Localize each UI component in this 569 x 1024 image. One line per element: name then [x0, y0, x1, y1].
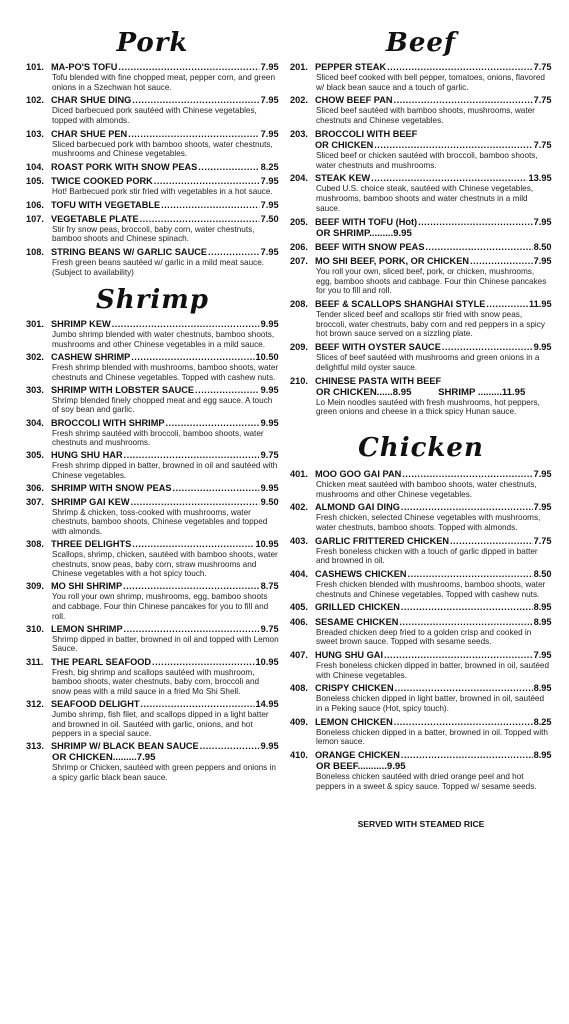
item-price: 9.50	[260, 496, 279, 508]
item-description: Fresh boneless chicken dipped in batter, browned in oil, sautéed with Chinese vegetables.	[316, 661, 550, 680]
item-price: 13.95	[528, 173, 552, 185]
menu-item-header	[290, 569, 552, 580]
item-description: Shrimp or Chicken, sautéed with green peppers and onions in a spicy garlic black bean sauce.	[52, 763, 276, 782]
item-number: 407.	[290, 650, 308, 662]
item-description: Shrimp dipped in batter, browned in oil and topped with Lemon Sauce.	[52, 634, 279, 654]
menu-item	[290, 217, 552, 239]
menu-item	[290, 536, 552, 566]
leader-dots	[173, 483, 260, 494]
menu-item-header	[26, 95, 279, 106]
item-name: HUNG SHU HAR	[50, 450, 123, 462]
item-name: BEEF WITH TOFU (Hot)	[314, 216, 418, 228]
item-number: 104.	[26, 161, 44, 173]
item-description: Fresh green beans sautéed w/ garlic in a mild meat sauce. (Subject to availability)	[52, 258, 265, 277]
item-name: BEEF WITH SNOW PEAS	[314, 241, 425, 253]
menu-item-header	[26, 483, 279, 494]
item-number: 102.	[26, 95, 44, 107]
menu-item-header	[26, 385, 279, 396]
leader-dots	[140, 699, 254, 710]
menu-item-header	[26, 497, 279, 508]
served-with-rice-note: SERVED WITH STEAMED RICE	[357, 819, 485, 830]
menu-item-header	[26, 699, 279, 710]
item-description: Cubed U.S. choice steak, sautéed with Chinese vegetables, mushrooms, bamboo shoots and water chestnuts in a mild sauce.	[316, 184, 534, 213]
item-number: 106.	[26, 199, 44, 211]
leader-dots	[408, 569, 533, 580]
item-number: 205.	[290, 216, 308, 228]
leader-dots	[384, 650, 533, 661]
item-name: CASHEWS CHICKEN	[314, 569, 407, 581]
item-description: Diced barbecued pork sautéed with Chinese vegetables, topped with almonds.	[52, 106, 257, 125]
menu-item-header	[290, 217, 552, 228]
item-price: 8.95	[533, 616, 552, 628]
leader-dots	[118, 62, 259, 73]
menu-item	[26, 247, 279, 277]
menu-item	[290, 750, 552, 791]
item-price: 9.95	[260, 384, 279, 396]
item-number: 202.	[290, 95, 308, 107]
leader-dots	[124, 624, 260, 635]
leader-dots	[418, 217, 533, 228]
menu-item-header	[26, 176, 279, 187]
item-description: Fresh shrimp blended with mushrooms, bamboo shoots, water chestnuts and Chinese vegetables. Topped with cashew nuts.	[52, 362, 279, 382]
leader-dots	[152, 657, 255, 668]
leader-dots	[442, 342, 533, 353]
menu-item	[290, 242, 552, 253]
menu-item	[290, 502, 552, 532]
item-price: 8.50	[533, 241, 552, 253]
menu-item	[290, 717, 552, 747]
item-name: CHAR SHUE DING	[50, 95, 132, 107]
menu-item-header	[26, 741, 279, 752]
menu-item-header	[290, 376, 552, 387]
menu-item	[290, 173, 552, 213]
item-alt-price-line: OR BEEF...........9.95	[316, 761, 406, 773]
item-number: 401.	[290, 468, 308, 480]
item-number: 304.	[26, 417, 44, 429]
item-name: MO SHI BEEF, PORK, OR CHICKEN	[314, 256, 469, 268]
item-number: 204.	[290, 173, 308, 185]
item-description: Shrimp blended finely chopped meat and egg sauce. A touch of soy bean and garlic.	[52, 395, 273, 415]
item-price: 10.50	[255, 351, 279, 363]
item-number: 108.	[26, 247, 44, 258]
item-number: 410.	[290, 750, 308, 762]
leader-dots	[425, 242, 532, 253]
menu-item	[26, 62, 279, 92]
pork-list	[26, 62, 279, 277]
item-name: BEEF & SCALLOPS SHANGHAI STYLE	[314, 299, 486, 311]
item-number: 402.	[290, 502, 308, 514]
item-description: Boneless chicken sautéed with dried orange peel and hot peppers in a sweet & spicy sauce. Topped w/ sesame seeds.	[316, 772, 537, 791]
menu-item-header	[26, 162, 279, 173]
item-description: Slices of beef sautéed with mushrooms and green onions in a delightful mild oyster sauce.	[316, 353, 540, 372]
leader-dots	[200, 741, 260, 752]
menu-item	[290, 569, 552, 599]
item-number: 208.	[290, 299, 308, 311]
item-number: 313.	[26, 741, 44, 753]
item-number: 209.	[290, 342, 308, 354]
menu-item-header	[290, 95, 552, 106]
item-alt-name: OR CHICKEN	[314, 139, 374, 151]
leader-dots	[131, 352, 254, 363]
menu-item	[290, 683, 552, 713]
item-number: 408.	[290, 683, 308, 695]
item-price: 8.95	[533, 602, 552, 614]
item-price: 7.95	[533, 650, 552, 662]
item-description: Fresh shrimp sautéed with broccoli, bamboo shoots, water chestnuts and mushrooms.	[52, 428, 264, 448]
left-column	[26, 0, 279, 785]
leader-dots	[450, 536, 533, 547]
item-number: 206.	[290, 241, 308, 253]
menu-item	[290, 650, 552, 680]
item-number: 210.	[290, 375, 308, 387]
item-price: 11.95	[529, 299, 552, 311]
item-price: 8.75	[260, 581, 279, 593]
item-alt-price-line: OR SHRIMP.........9.95	[316, 227, 412, 239]
leader-dots	[124, 450, 260, 461]
item-price: 9.95	[533, 342, 552, 354]
item-price: 10.95	[255, 656, 279, 668]
item-number: 302.	[26, 351, 44, 363]
item-name: VEGETABLE PLATE	[50, 213, 139, 225]
menu-item	[26, 385, 279, 415]
item-name: CHOW BEEF PAN	[314, 95, 393, 107]
item-price: 9.75	[260, 450, 279, 462]
item-name: THE PEARL SEAFOOD	[50, 656, 152, 668]
item-price: 7.95	[260, 62, 279, 73]
item-name: BROCCOLI WITH BEEF	[314, 128, 418, 140]
leader-dots	[195, 385, 260, 396]
item-number: 107.	[26, 213, 44, 225]
leader-dots	[132, 95, 259, 106]
menu-item	[290, 256, 552, 296]
item-description: Jumbo shrimp blended with water chestnuts, bamboo shoots, mushrooms and other Chinese vegetables in a mild sauce.	[52, 330, 275, 349]
leader-dots	[112, 319, 260, 330]
item-price: 14.95	[255, 698, 279, 710]
item-number: 303.	[26, 384, 44, 396]
leader-dots	[399, 617, 532, 628]
menu-item-header	[26, 319, 279, 330]
item-name: LEMON SHRIMP	[50, 623, 123, 635]
item-name: CRISPY CHICKEN	[314, 683, 394, 695]
item-description: Sliced beef or chicken sautéed with broccoli, bamboo shoots, water chestnuts and mushrooms.	[316, 150, 538, 170]
item-name: THREE DELIGHTS	[50, 539, 132, 551]
item-description: Breaded chicken deep fried to a golden crisp and cooked in sweet brown sauce. Topped with sesame seeds.	[316, 627, 532, 647]
item-name: MA-PO'S TOFU	[50, 62, 118, 73]
menu-item	[290, 602, 552, 613]
menu-item	[26, 741, 279, 782]
item-alt-price-line: OR CHICKEN......8.95 SHRIMP .........11.95	[316, 386, 526, 398]
section-title-chicken: Chicken	[358, 432, 484, 463]
menu-item-header	[290, 617, 552, 628]
item-name: SHRIMP WITH LOBSTER SAUCE	[50, 384, 195, 396]
item-price: 7.75	[533, 62, 552, 73]
menu-item	[26, 319, 279, 349]
item-number: 307.	[26, 496, 44, 508]
item-description: Sliced beef cooked with bell pepper, tomatoes, onions, flavored w/ black bean sauce and a touch of garlic.	[316, 73, 545, 92]
item-description: Jumbo shrimp, fish filet, and scallops dipped in a light batter and browned in oil. Sautéed with garlic, onions, and hot peppers in a special sauce.	[52, 709, 269, 739]
menu-item-header	[290, 256, 552, 267]
item-number: 306.	[26, 483, 44, 495]
item-name: SHRIMP W/ BLACK BEAN SAUCE	[50, 741, 199, 753]
item-description: You roll your own shrimp, mushrooms, egg, bamboo shoots and cabbage. Four thin Chinese pancakes for you to fill and roll.	[52, 592, 269, 621]
leader-dots	[140, 214, 260, 225]
item-name: TWICE COOKED PORK	[50, 175, 153, 187]
item-description: Lo Mein noodles sautéed with fresh mushrooms, hot peppers, green onions and cheese in a thick spicy Hunan sauce.	[316, 397, 540, 417]
item-number: 403.	[290, 535, 308, 547]
section-title-beef: Beef	[385, 28, 457, 58]
menu-item	[26, 450, 279, 480]
leader-dots	[166, 418, 260, 429]
item-name: MO SHI SHRIMP	[50, 581, 123, 593]
item-price: 8.25	[260, 161, 279, 173]
menu-item	[26, 581, 279, 621]
leader-dots	[401, 750, 533, 761]
item-description: Shrimp & chicken, toss-cooked with mushrooms, water chestnuts, bamboo shoots, Chinese vegetables and topped with almonds.	[52, 507, 268, 536]
item-name: SEAFOOD DELIGHT	[50, 698, 140, 710]
menu-item-header	[290, 129, 552, 140]
item-name: HUNG SHU GAI	[314, 650, 384, 662]
menu-item-header	[26, 657, 279, 668]
leader-dots	[395, 683, 533, 694]
leader-dots	[123, 581, 260, 592]
menu-item	[26, 129, 279, 159]
menu-item	[290, 342, 552, 372]
leader-dots	[486, 299, 528, 310]
menu-item-header	[26, 214, 279, 225]
item-number: 309.	[26, 581, 44, 593]
item-price: 7.75	[533, 535, 552, 547]
leader-dots	[401, 602, 533, 613]
item-price: 7.95	[260, 247, 279, 258]
menu-item-header	[290, 717, 552, 728]
item-number: 103.	[26, 128, 44, 140]
item-description: Sliced barbecued pork with bamboo shoots, water chestnuts, mushrooms and Chinese vegetables.	[52, 139, 273, 159]
item-number: 201.	[290, 62, 308, 73]
item-price: 7.95	[260, 199, 279, 211]
menu-item	[290, 95, 552, 125]
menu-item-header	[26, 624, 279, 635]
item-price: 9.95	[260, 417, 279, 429]
item-name: MOO GOO GAI PAN	[314, 468, 402, 480]
leader-dots	[161, 200, 260, 211]
menu-item-header	[290, 536, 552, 547]
item-number: 203.	[290, 128, 308, 140]
menu-item-alt-line	[290, 140, 552, 151]
item-name: ROAST PORK WITH SNOW PEAS	[50, 161, 198, 173]
item-number: 105.	[26, 175, 44, 187]
menu-item	[26, 214, 279, 244]
item-price: 7.95	[533, 468, 552, 480]
menu-item-header	[290, 242, 552, 253]
menu-item	[290, 299, 552, 339]
item-price: 10.95	[255, 539, 279, 551]
section-title-pork: Pork	[116, 28, 189, 58]
item-price: 7.95	[260, 175, 279, 187]
menu-item-header	[290, 173, 552, 184]
menu-item-header	[26, 129, 279, 140]
menu-item-header	[290, 342, 552, 353]
item-name: STRING BEANS W/ GARLIC SAUCE	[50, 247, 208, 258]
leader-dots	[387, 62, 533, 73]
item-price: 7.95	[260, 128, 279, 140]
menu-item	[26, 352, 279, 382]
item-description: Fresh chicken blended with mushrooms, bamboo shoots, water chestnuts and Chinese vegetables. Topped with cashew nuts.	[316, 580, 546, 599]
item-number: 301.	[26, 319, 44, 331]
item-number: 308.	[26, 539, 44, 551]
menu-item-header	[290, 299, 552, 310]
menu-item-header	[26, 352, 279, 363]
item-price: 7.75	[533, 139, 552, 151]
item-number: 207.	[290, 256, 308, 268]
item-price: 7.50	[260, 213, 279, 225]
leader-dots	[198, 162, 259, 173]
menu-item-header	[290, 750, 552, 761]
leader-dots	[374, 140, 532, 151]
item-description: Tofu blended with fine chopped meat, pepper corn, and green onions in a Szechwan hot sauce.	[52, 73, 276, 92]
item-number: 404.	[290, 569, 308, 581]
item-number: 305.	[26, 450, 44, 462]
menu-item	[26, 483, 279, 494]
menu-item	[290, 617, 552, 647]
item-price: 7.95	[260, 95, 279, 107]
menu-item	[290, 62, 552, 92]
right-column	[290, 0, 552, 829]
menu-item	[290, 376, 552, 417]
menu-item-header	[26, 581, 279, 592]
leader-dots	[131, 497, 260, 508]
item-price: 8.95	[533, 683, 552, 695]
leader-dots	[154, 176, 260, 187]
item-price: 7.95	[533, 216, 552, 228]
beef-list	[290, 62, 552, 417]
item-number: 311.	[26, 656, 44, 668]
item-name: CASHEW SHRIMP	[50, 351, 131, 363]
item-description: Scallops, shrimp, chicken, sautéed with bamboo shoots, water chestnuts, snow peas, baby corn, straw mushrooms and Chinese vegetables with a hot spicy touch.	[52, 550, 278, 579]
item-name: BROCCOLI WITH SHRIMP	[50, 417, 165, 429]
item-name: PEPPER STEAK	[314, 62, 387, 73]
item-price: 7.95	[533, 256, 552, 268]
leader-dots	[132, 539, 254, 550]
item-price: 7.75	[533, 95, 552, 107]
leader-dots	[394, 717, 533, 728]
item-number: 101.	[26, 62, 44, 73]
leader-dots	[371, 173, 527, 184]
item-name: LEMON CHICKEN	[314, 716, 393, 728]
menu-item	[26, 657, 279, 697]
menu-item-header	[26, 450, 279, 461]
menu-item-header	[290, 469, 552, 480]
leader-dots	[402, 469, 532, 480]
item-price: 8.25	[533, 716, 552, 728]
item-description: Sliced beef sautéed with bamboo shoots, mushrooms, water chestnuts and Chinese vegetables.	[316, 106, 535, 126]
menu-item-header	[26, 62, 279, 73]
item-name: SHRIMP WITH SNOW PEAS	[50, 483, 172, 495]
menu-item-header	[290, 683, 552, 694]
item-number: 406.	[290, 616, 308, 628]
shrimp-list	[26, 319, 279, 782]
leader-dots	[394, 95, 533, 106]
item-number: 405.	[290, 602, 308, 614]
menu-item	[26, 497, 279, 537]
item-description: Fresh, big shrimp and scallops sautéed with mushroom, bamboo shoots, water chestnuts, baby corn, broccoli and snow peas with a mild sauce in a fried Mo Shi Shell.	[52, 667, 260, 696]
item-description: Tender sliced beef and scallops stir fried with snow peas, broccoli, water chestnuts, baby corn and red peppers in a spicy hot brown sauce served on a sizzling plate.	[316, 310, 545, 339]
menu-item	[26, 699, 279, 739]
menu-item-header	[26, 200, 279, 211]
item-description: Chicken meat sautéed with bamboo shoots, water chestnuts, mushrooms and other Chinese vegetables.	[316, 479, 537, 499]
item-price: 9.75	[260, 623, 279, 635]
leader-dots	[401, 502, 533, 513]
menu-item	[26, 95, 279, 125]
menu-item	[26, 176, 279, 197]
menu-item-header	[26, 418, 279, 429]
item-description: Hot! Barbecued pork stir fried with vegetables in a hot sauce.	[52, 186, 273, 196]
item-name: SHRIMP KEW	[50, 319, 111, 331]
item-description: You roll your own, sliced beef, pork, or chicken, mushrooms, egg, bamboo shoots and cabbage. Four thin Chinese pancakes for you to fill and roll.	[316, 267, 547, 296]
item-name: GRILLED CHICKEN	[314, 602, 400, 614]
item-number: 310.	[26, 623, 44, 635]
menu-item-header	[26, 247, 279, 258]
item-name: GARLIC FRITTERED CHICKEN	[314, 535, 450, 547]
item-name: CHAR SHUE PEN	[50, 128, 128, 140]
item-name: BEEF WITH OYSTER SAUCE	[314, 342, 441, 354]
item-name: ALMOND GAI DING	[314, 502, 400, 514]
item-name: TOFU WITH VEGETABLE	[50, 199, 161, 211]
item-name: SHRIMP GAI KEW	[50, 496, 130, 508]
item-price: 9.95	[260, 483, 279, 495]
item-description: Fresh chicken, selected Chinese vegetables with mushrooms, water chestnuts, bamboo shoots. Topped with almonds.	[316, 513, 541, 532]
menu-item	[290, 129, 552, 170]
item-price: 9.95	[260, 741, 279, 753]
menu-item	[26, 162, 279, 173]
menu-item	[26, 418, 279, 448]
leader-dots	[470, 256, 533, 267]
menu-item-header	[290, 502, 552, 513]
item-price: 9.95	[260, 319, 279, 331]
chicken-list	[290, 469, 552, 791]
menu-item	[290, 469, 552, 499]
item-number: 409.	[290, 716, 308, 728]
item-description: Boneless chicken dipped in light batter, browned in oil, sautéed in a Peking sauce (Hot, spicy touch).	[316, 694, 545, 713]
item-number: 312.	[26, 698, 44, 710]
item-description: Fresh shrimp dipped in batter, browned in oil and sautéed with Chinese vegetables.	[52, 461, 278, 480]
item-name: ORANGE CHICKEN	[314, 750, 400, 762]
menu-item-header	[290, 602, 552, 613]
leader-dots	[128, 129, 260, 140]
item-description: Fresh boneless chicken with a touch of garlic dipped in batter and browned in oil.	[316, 546, 538, 566]
item-price: 8.95	[533, 750, 552, 762]
item-description: Boneless chicken dipped in a batter, browned in oil. Topped with lemon sauce.	[316, 727, 548, 747]
item-alt-price-line: OR CHICKEN.........7.95	[52, 752, 156, 764]
item-name: CHINESE PASTA WITH BEEF	[314, 375, 442, 387]
menu-item-header	[290, 650, 552, 661]
item-name: SESAME CHICKEN	[314, 616, 399, 628]
item-description: Stir fry snow peas, broccoli, baby corn, water chestnuts, bamboo shoots and Chinese spinach.	[52, 224, 255, 244]
item-price: 8.50	[533, 569, 552, 581]
leader-dots	[208, 247, 260, 258]
menu-item-header	[26, 539, 279, 550]
section-title-shrimp: Shrimp	[96, 285, 209, 316]
menu-item	[26, 200, 279, 211]
menu-item	[26, 624, 279, 654]
menu-item	[26, 539, 279, 579]
item-name: STEAK KEW	[314, 173, 371, 185]
item-price: 7.95	[533, 502, 552, 514]
menu-item-header	[290, 62, 552, 73]
